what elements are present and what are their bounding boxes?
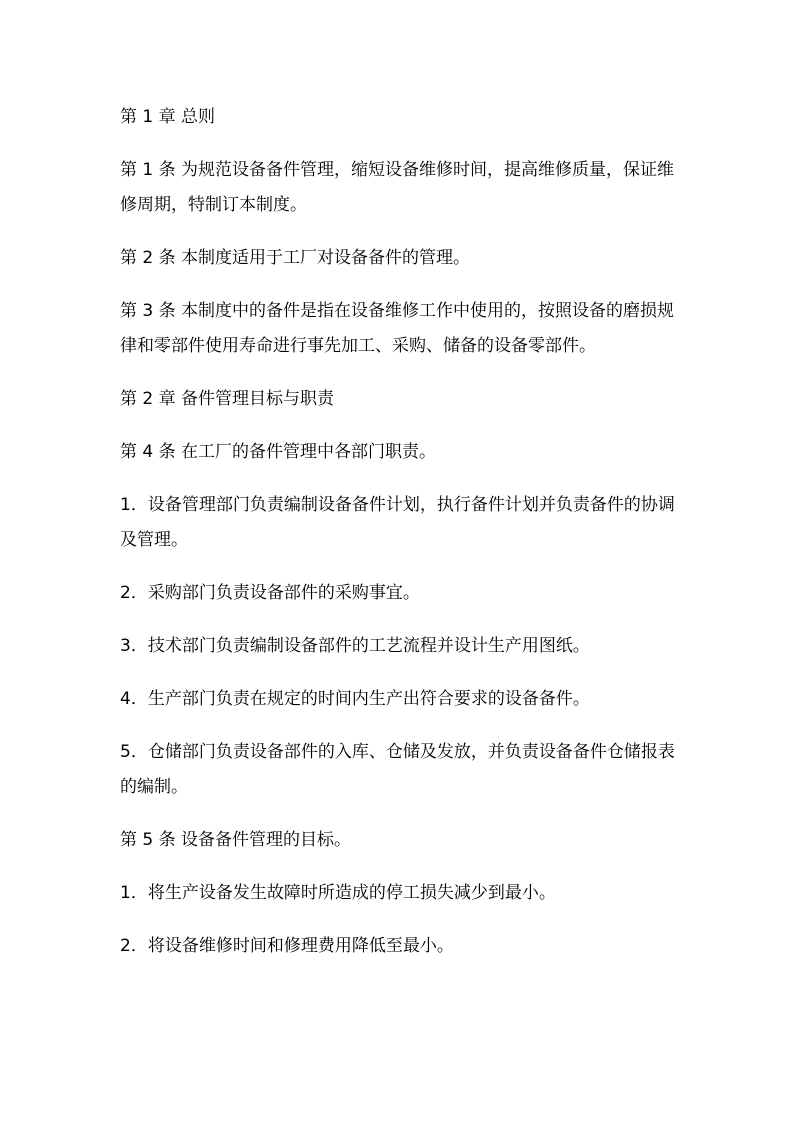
chapter-heading: 第 1 章 总则 bbox=[120, 107, 216, 127]
list-item: 2．采购部门负责设备部件的采购事宜。 bbox=[120, 583, 420, 603]
list-item: 1．设备管理部门负责编制设备备件计划，执行备件计划并负责备件的协调及管理。 bbox=[120, 495, 675, 550]
article-paragraph: 第 4 条 在工厂的备件管理中各部门职责。 bbox=[120, 442, 437, 462]
article-paragraph: 第 2 条 本制度适用于工厂对设备备件的管理。 bbox=[120, 248, 471, 268]
document-body bbox=[120, 100, 680, 982]
list-item: 3．技术部门负责编制设备部件的工艺流程并设计生产用图纸。 bbox=[120, 636, 590, 656]
article-paragraph: 第 1 条 为规范设备备件管理，缩短设备维修时间，提高维修质量，保证维修周期，特制订本制度。 bbox=[120, 160, 675, 215]
article-paragraph: 第 5 条 设备备件管理的目标。 bbox=[120, 830, 352, 850]
list-item: 4．生产部门负责在规定的时间内生产出符合要求的设备备件。 bbox=[120, 689, 590, 709]
list-item: 2．将设备维修时间和修理费用降低至最小。 bbox=[120, 936, 454, 956]
chapter-heading: 第 2 章 备件管理目标与职责 bbox=[120, 389, 335, 409]
list-item: 1．将生产设备发生故障时所造成的停工损失减少到最小。 bbox=[120, 883, 556, 903]
article-paragraph: 第 3 条 本制度中的备件是指在设备维修工作中使用的，按照设备的磨损规律和零部件使用寿命进行事先加工、采购、储备的设备零部件。 bbox=[120, 301, 675, 356]
list-item: 5．仓储部门负责设备部件的入库、仓储及发放，并负责设备备件仓储报表的编制。 bbox=[120, 742, 675, 797]
